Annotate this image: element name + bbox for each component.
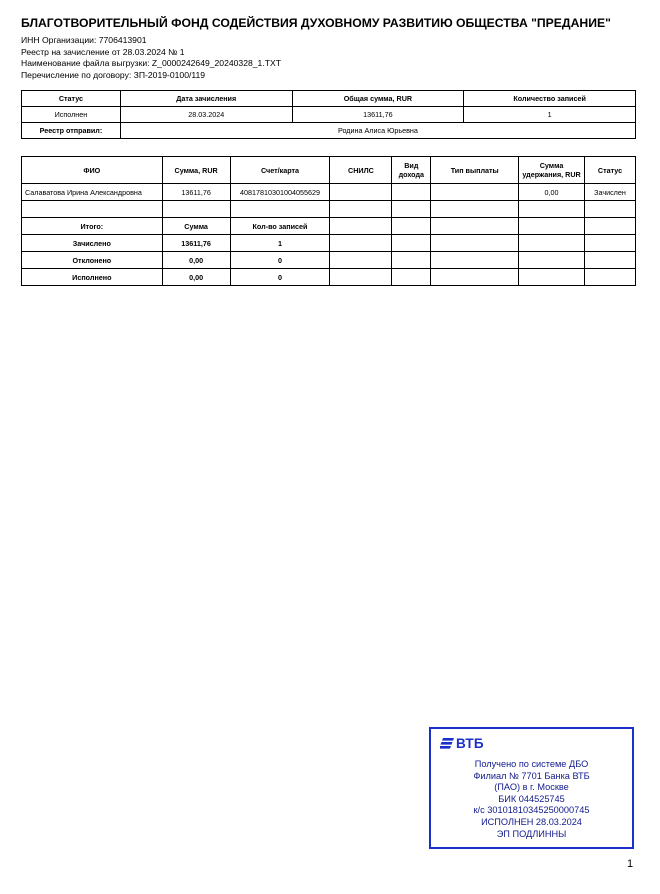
stamp-line: ИСПОЛНЕН 28.03.2024 (481, 816, 582, 827)
vtb-logo (440, 736, 484, 751)
summary-header-status: Статус (22, 91, 121, 107)
sender-value: Родина Алиса Юрьевна (120, 123, 635, 139)
totals-rejected-sum: 0,00 (162, 252, 230, 269)
summary-status: Исполнен (22, 107, 121, 123)
col-fio: ФИО (22, 157, 163, 184)
col-status: Статус (585, 157, 636, 184)
details-header-row (22, 157, 636, 184)
totals-count-header: Кол-во записей (230, 218, 330, 235)
totals-credited-count: 1 (230, 235, 330, 252)
row-snils (330, 184, 392, 201)
summary-header-row (22, 91, 636, 107)
col-income-type: Вид дохода (392, 157, 431, 184)
sender-label: Реестр отправил: (22, 123, 121, 139)
vtb-logo-text: ВТБ (456, 736, 484, 751)
totals-label: Итого: (22, 218, 163, 235)
bank-stamp (429, 727, 634, 849)
stamp-text (431, 759, 632, 840)
totals-header-row (22, 218, 636, 235)
stamp-line: ЭП ПОДЛИННЫ (496, 828, 567, 839)
row-withholding: 0,00 (519, 184, 585, 201)
summary-data-row (22, 107, 636, 123)
row-sum: 13611,76 (162, 184, 230, 201)
totals-executed-label: Исполнено (22, 269, 163, 286)
col-snils: СНИЛС (330, 157, 392, 184)
row-account: 40817810301004055629 (230, 184, 330, 201)
summary-header-total: Общая сумма, RUR (292, 91, 464, 107)
totals-executed-count: 0 (230, 269, 330, 286)
summary-sender-row (22, 123, 636, 139)
document-meta (21, 35, 281, 81)
col-account: Счет/карта (230, 157, 330, 184)
totals-row-executed (22, 269, 636, 286)
stamp-line: (ПАО) в г. Москве (494, 782, 569, 793)
summary-total: 13611,76 (292, 107, 464, 123)
blank-row (22, 201, 636, 218)
totals-row-credited (22, 235, 636, 252)
stamp-line: к/с 30101810345250000745 (473, 805, 590, 816)
col-payment-type: Тип выплаты (431, 157, 519, 184)
col-sum: Сумма, RUR (162, 157, 230, 184)
summary-header-count: Количество записей (464, 91, 636, 107)
stamp-line: Филиал № 7701 Банка ВТБ (473, 770, 590, 781)
totals-credited-sum: 13611,76 (162, 235, 230, 252)
summary-date: 28.03.2024 (120, 107, 292, 123)
vtb-stripes-icon (440, 738, 454, 749)
summary-count: 1 (464, 107, 636, 123)
col-withholding: Сумма удержания, RUR (519, 157, 585, 184)
meta-registry: Реестр на зачисление от 28.03.2024 № 1 (21, 46, 185, 57)
row-payment-type (431, 184, 519, 201)
document-title: БЛАГОТВОРИТЕЛЬНЫЙ ФОНД СОДЕЙСТВИЯ ДУХОВНОМУ РАЗВИТИЮ ОБЩЕСТВА "ПРЕДАНИЕ" (21, 16, 611, 30)
details-table (21, 156, 636, 286)
meta-contract: Перечисление по договору: ЗП-2019-0100/119 (21, 69, 206, 80)
page-number: 1 (627, 858, 634, 870)
stamp-line: БИК 044525745 (498, 793, 565, 804)
totals-rejected-count: 0 (230, 252, 330, 269)
row-income-type (392, 184, 431, 201)
totals-credited-label: Зачислено (22, 235, 163, 252)
row-fio: Салаватова Ирина Александровна (22, 184, 163, 201)
table-row (22, 184, 636, 201)
totals-executed-sum: 0,00 (162, 269, 230, 286)
stamp-line: Получено по системе ДБО (474, 759, 589, 769)
meta-inn: ИНН Организации: 7706413901 (21, 35, 147, 45)
summary-table (21, 90, 636, 139)
totals-sum-header: Сумма (162, 218, 230, 235)
meta-filename: Наименование файла выгрузки: Z_0000242649_20240328_1.TXT (21, 58, 281, 69)
totals-rejected-label: Отклонено (22, 252, 163, 269)
summary-header-date: Дата зачисления (120, 91, 292, 107)
row-status: Зачислен (585, 184, 636, 201)
totals-row-rejected (22, 252, 636, 269)
